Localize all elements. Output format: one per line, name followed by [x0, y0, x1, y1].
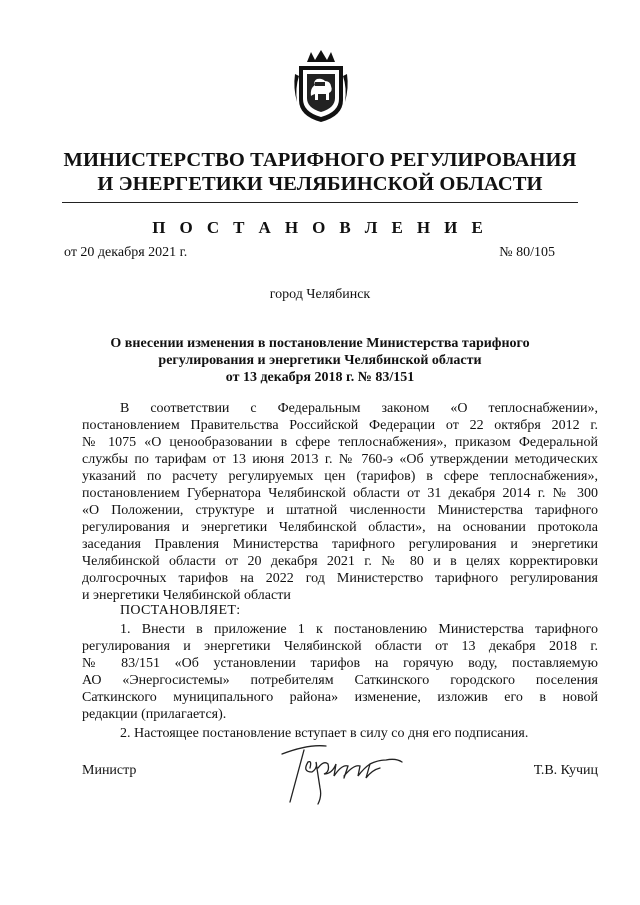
- subject-line: регулирования и энергетики Челябинской области: [158, 353, 482, 368]
- preamble-line: постановлением Губернатора Челябинской области от 31 декабря 2014 г. № 300: [82, 486, 598, 501]
- subject-line: О внесении изменения в постановление Министерства тарифного: [110, 336, 530, 351]
- ministry-name-line2: И ЭНЕРГЕТИКИ ЧЕЛЯБИНСКОЙ ОБЛАСТИ: [97, 173, 543, 195]
- document-city: город Челябинск: [269, 287, 371, 302]
- item-line: Саткинского муниципального района» изменение, изложив его в новой: [82, 690, 598, 705]
- preamble-line: долгосрочных тарифов на 2022 год Министерство тарифного регулирования: [82, 571, 598, 586]
- preamble-line: службы по тарифам от 13 июня 2013 г. № 760-э «Об утверждении методических: [82, 452, 598, 467]
- preamble-line: В соответствии с Федеральным законом «О теплоснабжении»,: [120, 401, 598, 416]
- signatory-role: Министр: [82, 763, 137, 778]
- item-line: регулирования и энергетики Челябинской области от 13 декабря 2018 г.: [82, 639, 598, 654]
- preamble-line: постановлением Правительства Российской Федерации от 22 октября 2012 г.: [82, 418, 598, 433]
- preamble-line: «О Положении, структуре и штатной численности Министерства тарифного: [82, 503, 598, 518]
- document-number: № 80/105: [499, 245, 555, 260]
- preamble-line: указаний по расчету регулируемых цен (тарифов) в сфере теплоснабжения»,: [82, 469, 598, 484]
- preamble-line: регулирования и энергетики Челябинской области», на основании протокола: [82, 520, 598, 535]
- document-subject: [80, 335, 560, 386]
- ministry-name-line1: МИНИСТЕРСТВО ТАРИФНОГО РЕГУЛИРОВАНИЯ: [63, 149, 577, 171]
- document-date: от 20 декабря 2021 г.: [64, 245, 188, 260]
- preamble-line: заседания Правления Министерства тарифного регулирования и энергетики: [82, 537, 598, 552]
- item-line: 1. Внести в приложение 1 к постановлению Министерства тарифного: [120, 622, 598, 637]
- item-line: редакции (прилагается).: [82, 707, 227, 722]
- preamble-line: Челябинской области от 20 декабря 2021 г. № 80 и в целях корректировки: [82, 554, 598, 569]
- header-rule: [62, 202, 578, 203]
- preamble-line: № 1075 «О ценообразовании в сфере теплоснабжения», приказом Федеральной: [82, 435, 598, 450]
- decree-word: ПОСТАНОВЛЯЕТ:: [120, 603, 241, 618]
- preamble-paragraph: [82, 400, 598, 604]
- subject-line: от 13 декабря 2018 г. № 83/151: [225, 370, 415, 385]
- item-line: 2. Настоящее постановление вступает в силу со дня его подписания.: [120, 726, 529, 741]
- document-type: П О С Т А Н О В Л Е Н И Е: [152, 218, 488, 237]
- coat-of-arms-icon: [293, 48, 349, 124]
- item-line: АО «Энергосистемы» потребителям Саткинского городского поселения: [82, 673, 598, 688]
- handwritten-signature: [268, 738, 406, 806]
- signatory-name: Т.В. Кучиц: [533, 763, 598, 778]
- decree-item-1: [82, 621, 598, 723]
- preamble-line: и энергетики Челябинской области: [82, 588, 291, 603]
- item-line: № 83/151 «Об установлении тарифов на горячую воду, поставляемую: [82, 656, 598, 671]
